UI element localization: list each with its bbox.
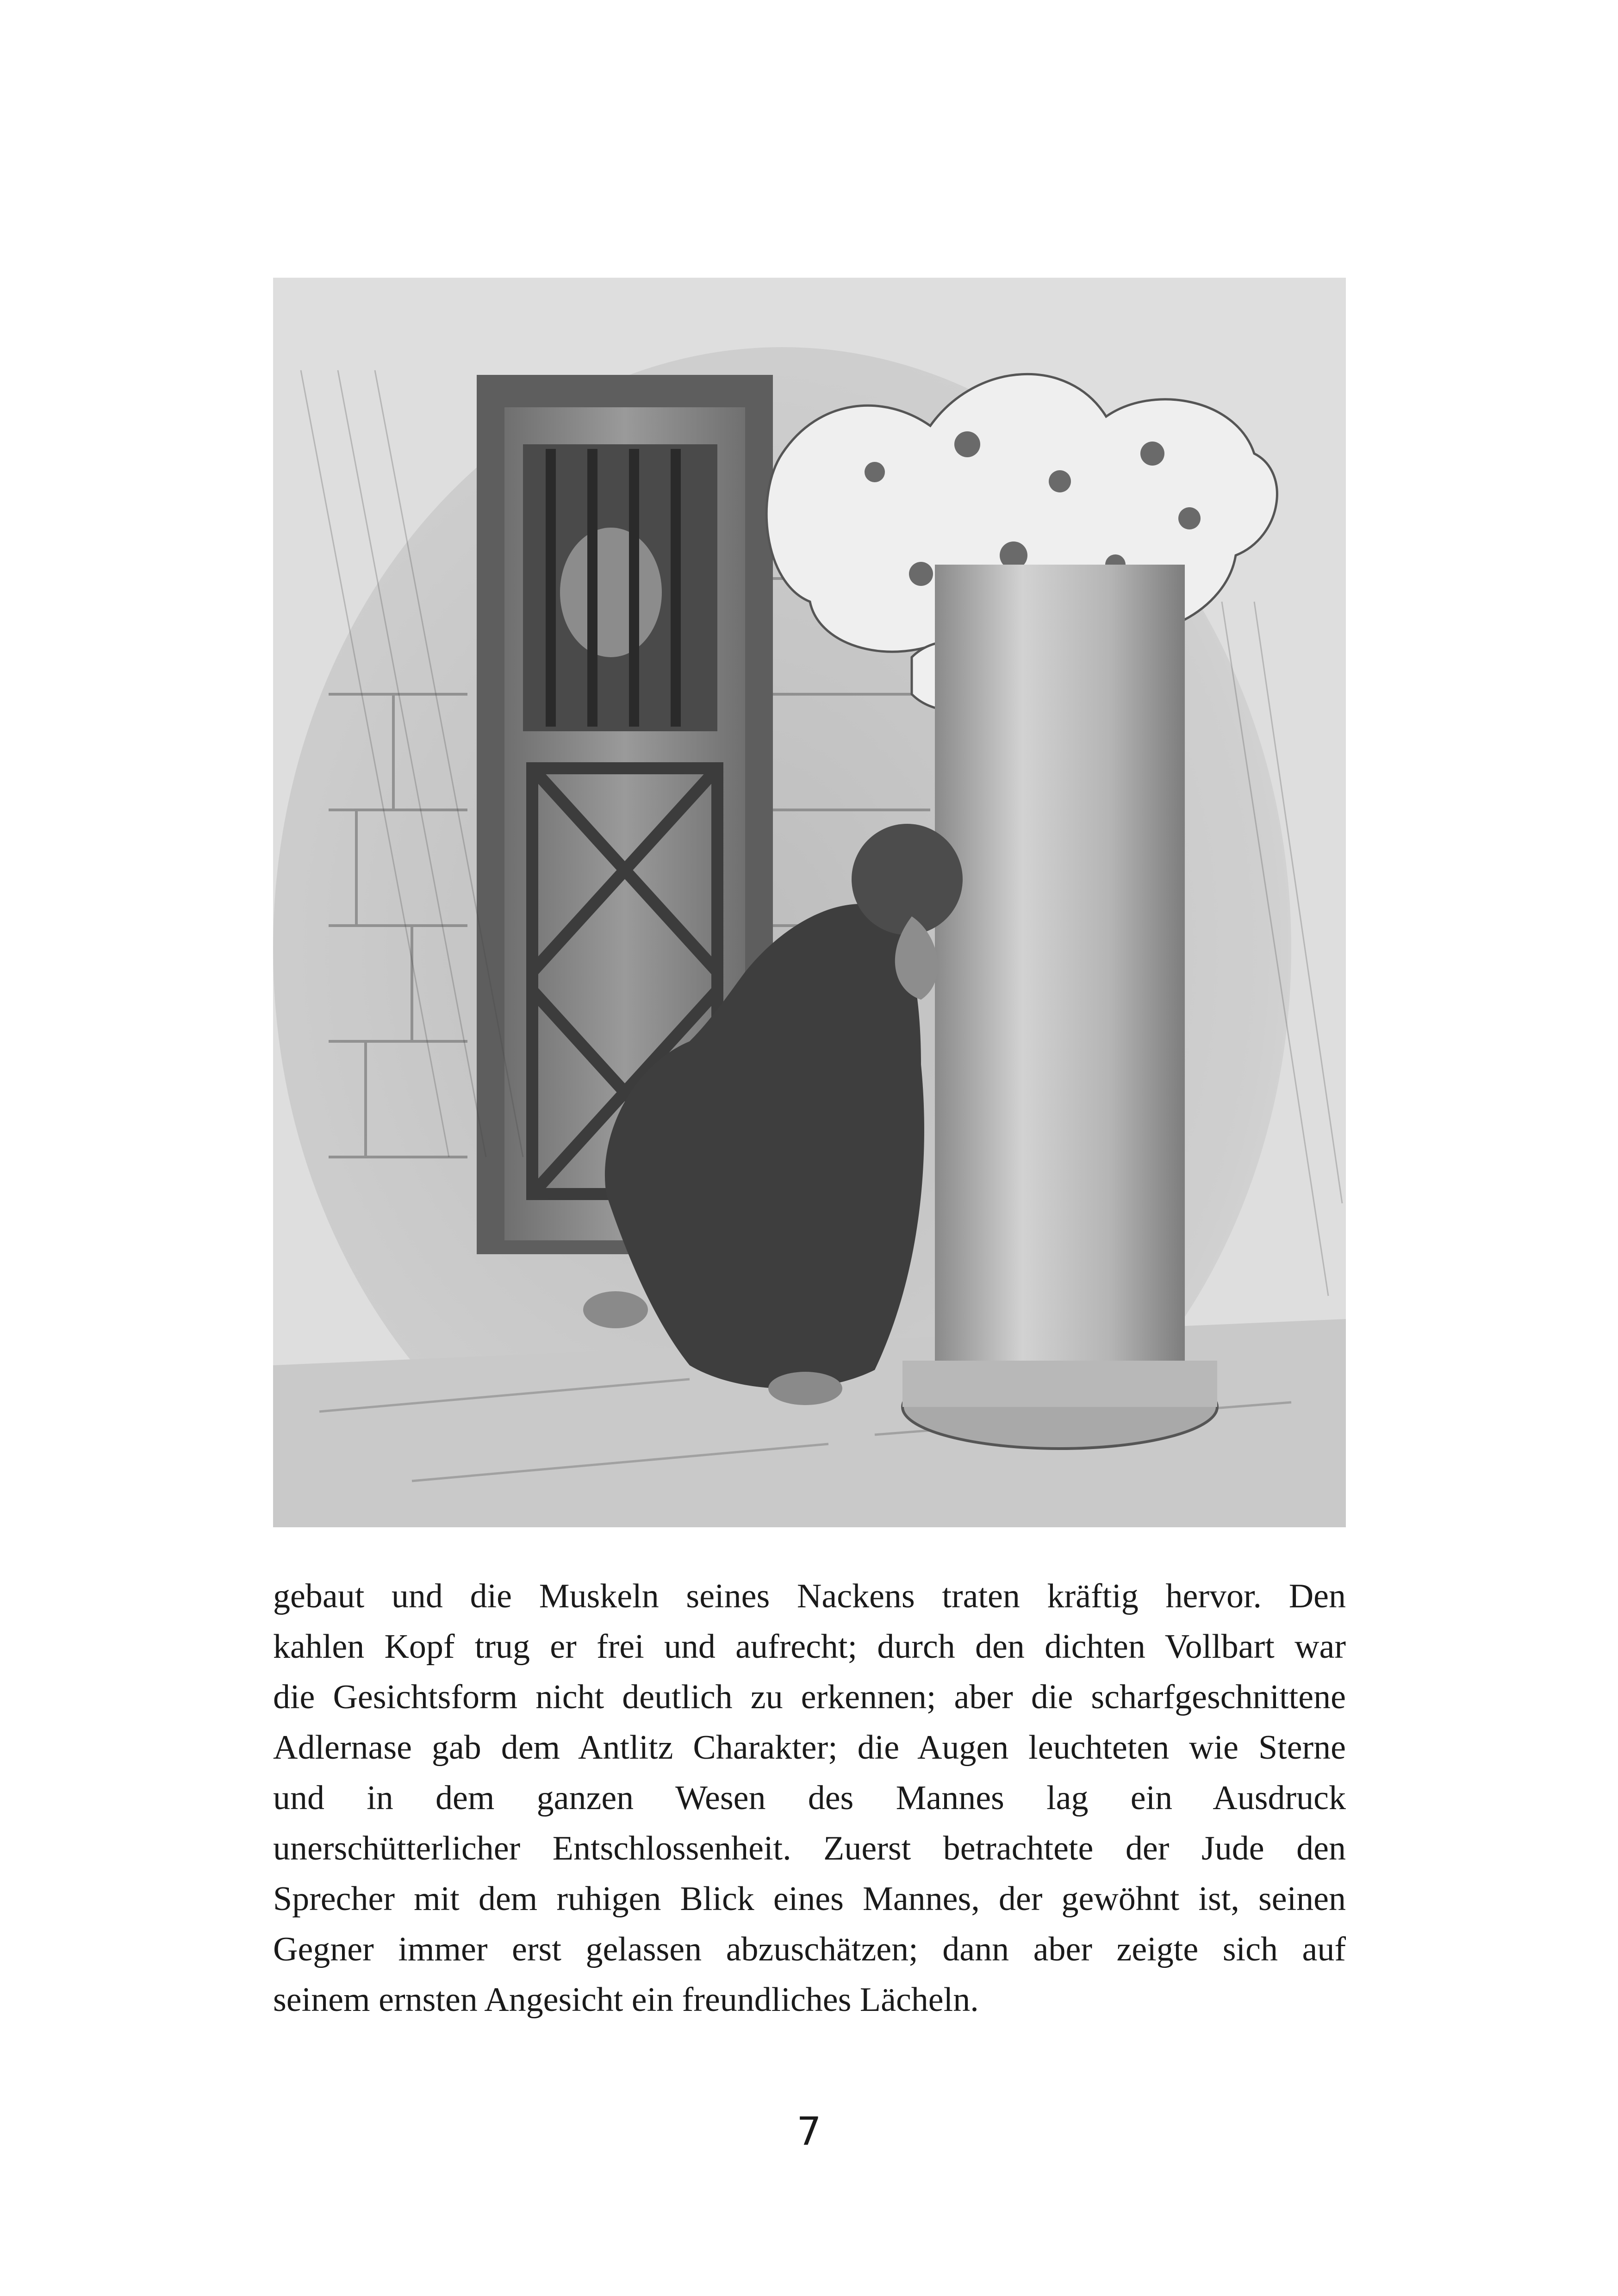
text-line: Gegner immer erst gelassen abzuschätzen; dann aber zeigte sich auf: [273, 1930, 1346, 1968]
body-text: [273, 1571, 1346, 2025]
text-line: und in dem ganzen Wesen des Mannes lag ein Ausdruck: [273, 1779, 1346, 1817]
engraving-prisoner-at-door: [273, 278, 1346, 1527]
illustration: [273, 278, 1346, 1527]
text-line: Adlernase gab dem Antlitz Charakter; die Augen leuchteten wie Sterne: [273, 1729, 1346, 1767]
text-line: gebaut und die Muskeln seines Nackens traten kräftig hervor. Den: [273, 1577, 1346, 1615]
text-line: kahlen Kopf trug er frei und aufrecht; durch den dichten Vollbart war: [273, 1628, 1346, 1666]
text-line: die Gesichtsform nicht deutlich zu erkennen; aber die scharfgeschnittene: [273, 1678, 1346, 1716]
text-line: Sprecher mit dem ruhigen Blick eines Mannes, der gewöhnt ist, seinen: [273, 1880, 1346, 1918]
text-line: unerschütterlicher Entschlossenheit. Zuerst betrachtete der Jude den: [273, 1829, 1346, 1867]
text-line: seinem ernsten Angesicht ein freundliches Lächeln.: [273, 1981, 979, 2019]
page-number: 7: [797, 2109, 821, 2154]
